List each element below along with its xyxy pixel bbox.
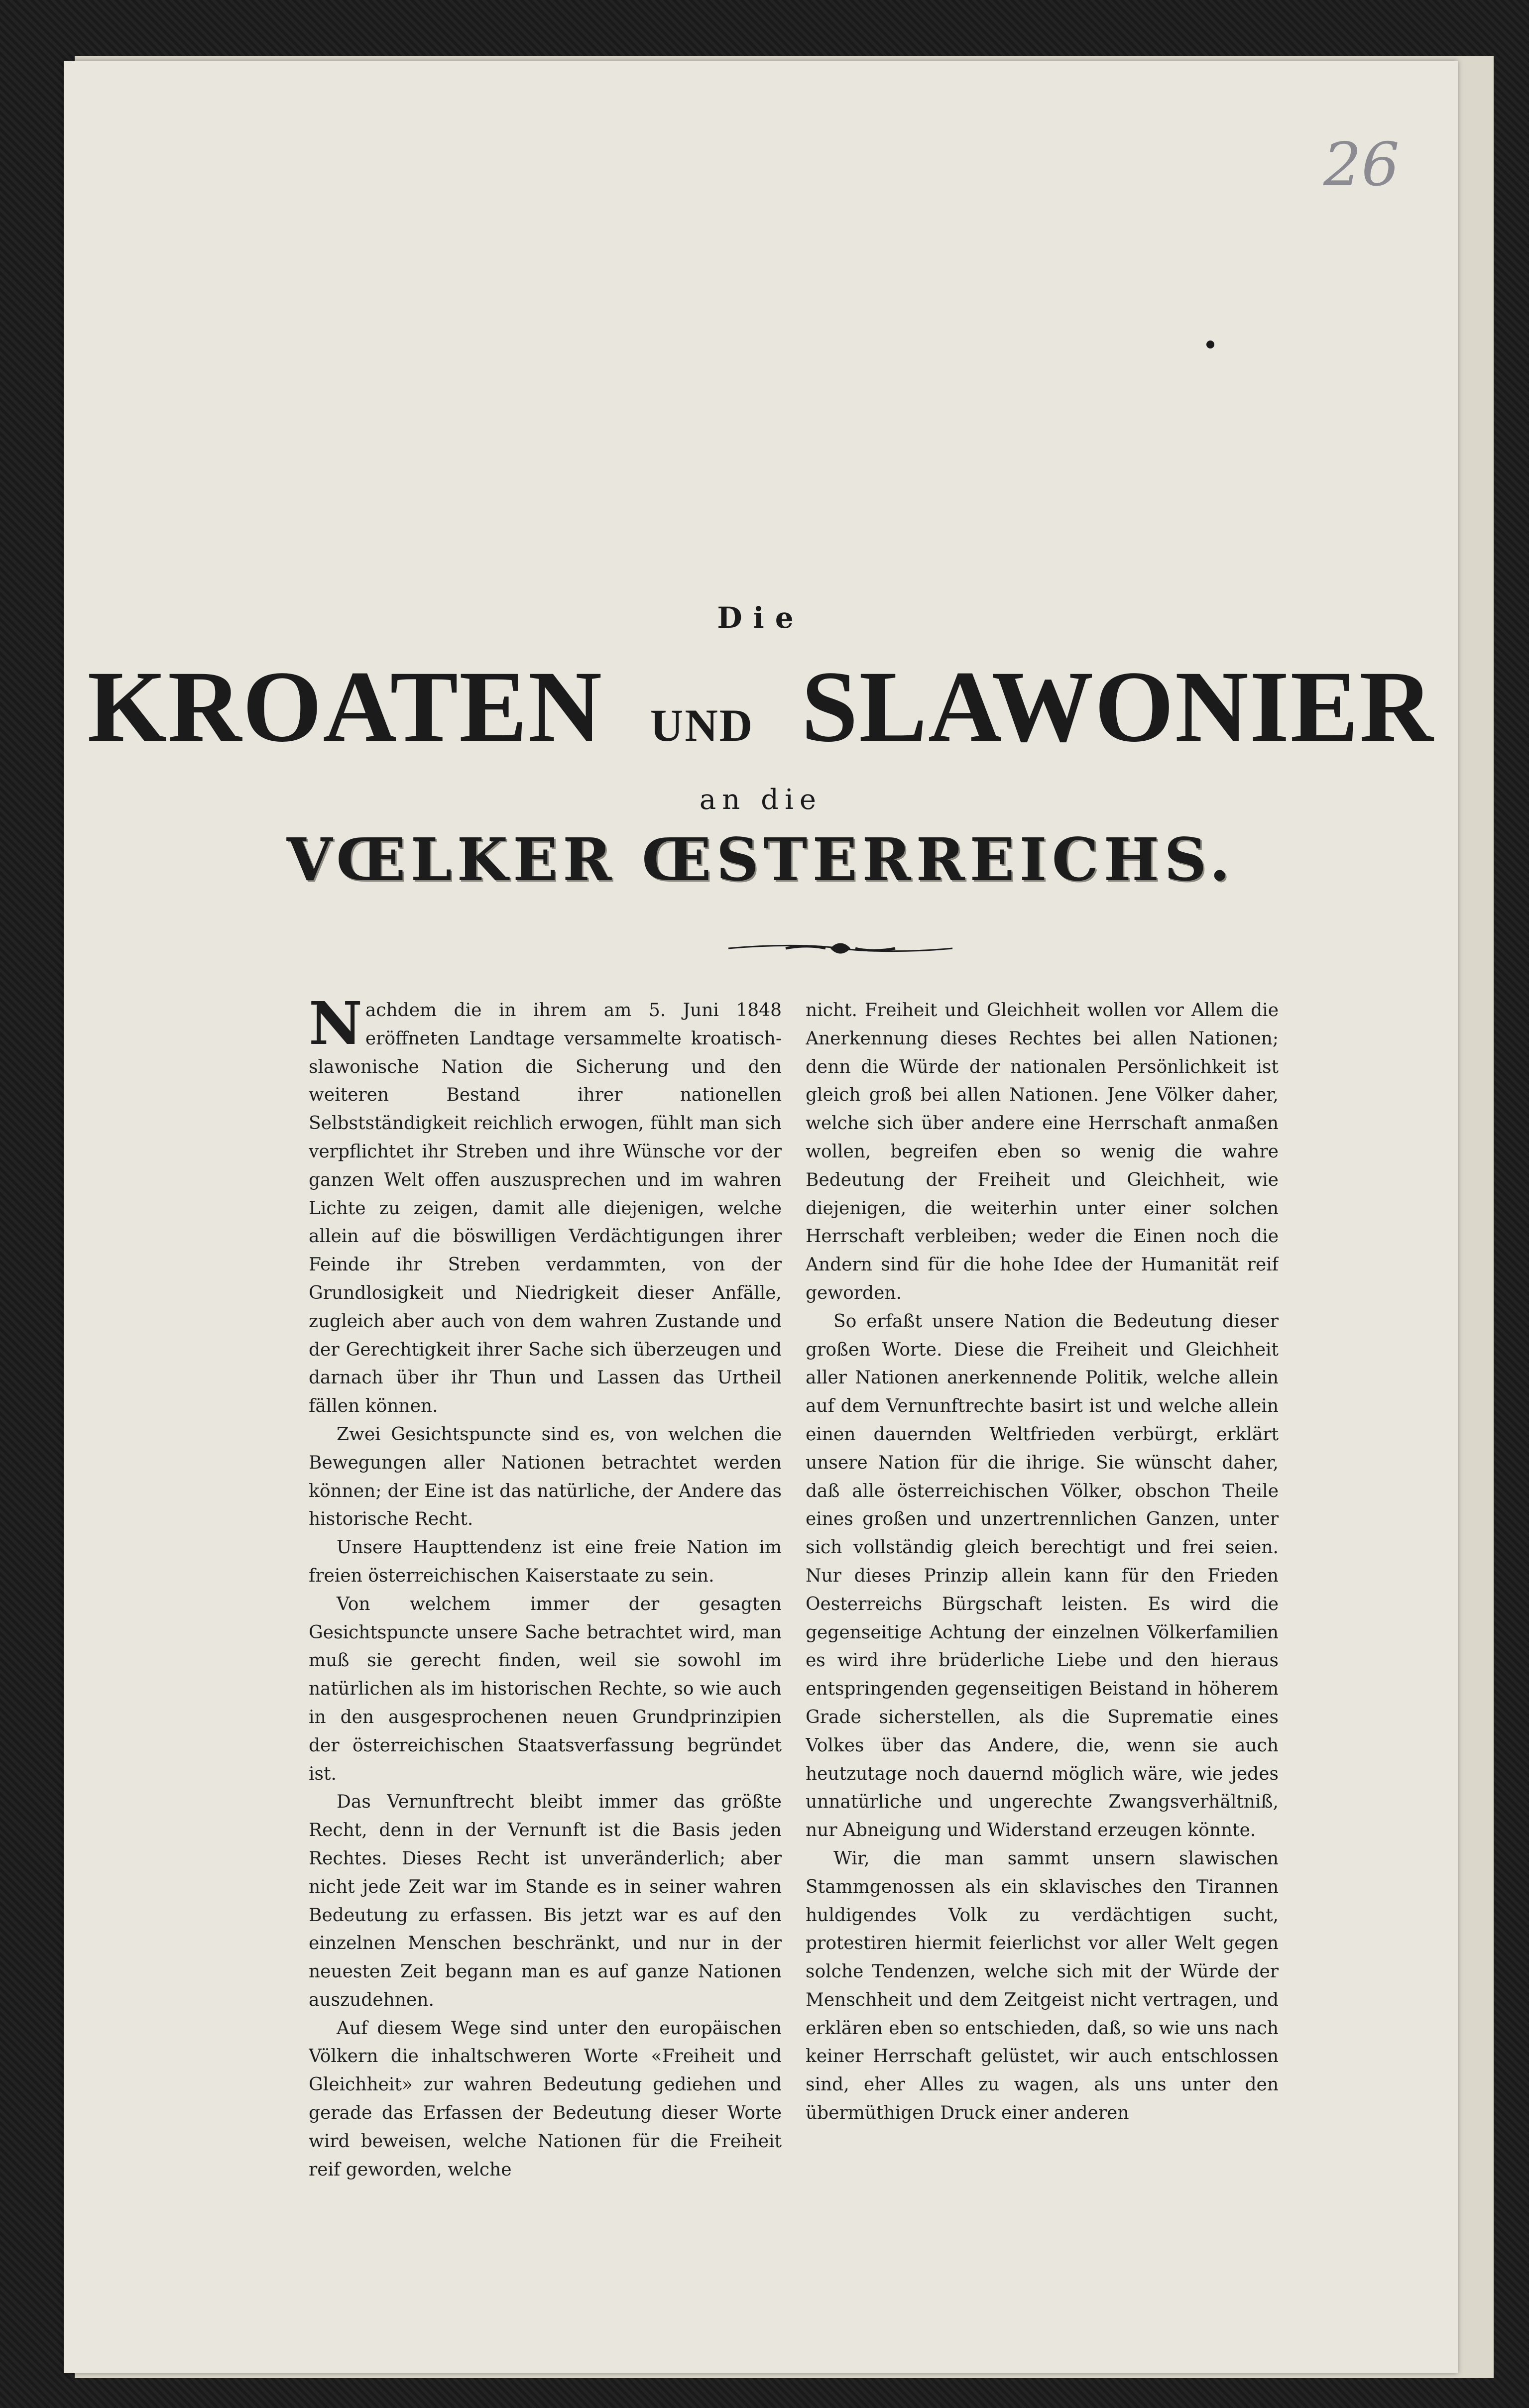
page-sheet (64, 61, 1458, 2373)
title-an-die: an die (699, 784, 823, 816)
title-voelker-oesterreichs: VŒLKER ŒSTERREICHS. (286, 825, 1235, 894)
paragraph: So erfaßt unsere Nation die Bedeutung dieser großen Worte. Diese die Freiheit und Gleichheit aller Nationen anerkennende Politik, welche allein auf dem Vernunftrechte basirt ist und welche allein einen dauernden Weltfrieden verbürgt, erklärt unsere Nation für die ihrige. Sie wünscht daher, daß alle österreichischen Völker, obschon Theile eines großen und unzertrennlichen Ganzen, unter sich vollständig gleich berechtigt und frei seien. Nur dieses Prinzip allein kann für den Frieden Oesterreichs Bürgschaft leisten. Es wird die gegenseitige Achtung der einzelnen Völkerfamilien es wird ihre brüderliche Liebe und den hieraus entspringenden gegenseitigen Beistand in höherem Grade sicherstellen, als die Suprematie eines Volkes über das Andere, die, wenn sie auch heutzutage noch dauernd möglich wäre, wie jedes unnatürliche und ungerechte Zwangsverhältniß, nur Abneigung und Widerstand erzeugen könnte. (806, 1311, 1279, 1841)
text-column-left (309, 997, 782, 2181)
title-und: UND (650, 700, 754, 751)
title-kroaten: KROATEN (87, 650, 603, 763)
paragraph: Unsere Haupttendenz ist eine freie Nation im freien österreichischen Kaiserstaate zu sein. (309, 1537, 782, 1586)
paragraph: nicht. Freiheit und Gleichheit wollen vor Allem die Anerkennung dieses Rechtes bei allen Nationen; denn die Würde der nationalen Persönlichkeit ist gleich groß bei allen Nationen. Jene Völker daher, welche sich über andere eine Herrschaft anmaßen wollen, begreifen eben so wenig die wahre Bedeutung der Freiheit und Gleichheit, wie diejenigen, die weiterhin unter einer solchen Herrschaft verbleiben; weder die Einen noch die Andern sind für die hohe Idee der Humanität reif geworden. (806, 1000, 1279, 1303)
pencil-page-number: 26 (1323, 130, 1400, 200)
paragraph-text: achdem die in ihrem am 5. Juni 1848 eröffneten Landtage versammelte kroatisch-slawonische Nation die Sicherung und den weiteren Bestand ihrer nationellen Selbstständigkeit reichlich erwogen, fühlt man sich verpflichtet ihr Streben und ihre Wünsche vor der ganzen Welt offen auszusprechen und im wahren Lichte zu zeigen, damit alle diejenigen, welche allein auf die böswilligen Verdächtigungen ihrer Feinde ihr Streben verdammten, von der Grundlosigkeit und Niedrigkeit dieser Anfälle, zugleich aber auch von dem wahren Zustande und der Gerechtigkeit ihrer Sache sich überzeugen und darnach über ihr Thun und Lassen das Urtheil fällen können. (309, 1000, 782, 1417)
text-column-right (806, 997, 1279, 2181)
paragraph: Von welchem immer der gesagten Gesichtspuncte unsere Sache betrachtet wird, man muß sie gerecht finden, weil sie sowohl im natürlichen als im historischen Rechte, so wie auch in den ausgesprochenen neuen Grundprinzipien der österreichischen Staatsverfassung begründet ist. (309, 1594, 782, 1784)
title-die: Die (717, 601, 805, 635)
drop-cap: N (309, 997, 362, 1058)
paragraph (309, 997, 782, 1421)
paragraph: Zwei Gesichtspuncte sind es, von welchen die Bewegungen aller Nationen betrachtet werden können; der Eine ist das natürliche, der Andere das historische Recht. (309, 1424, 782, 1530)
paragraph: Auf diesem Wege sind unter den europäischen Völkern die inhaltschweren Worte «Freiheit und Gleichheit» zur wahren Bedeutung gediehen und gerade das Erfassen der Bedeutung dieser Worte wird beweisen, welche Nationen für die Freiheit reif geworden, welche (309, 2018, 782, 2180)
paragraph: Wir, die man sammt unsern slawischen Stammgenossen als ein sklavisches den Tirannen huldigendes Volk zu verdächtigen sucht, protestiren hiermit feierlichst vor aller Welt gegen solche Tendenzen, welche sich mit der Würde der Menschheit und dem Zeitgeist nicht vertragen, und erklären eben so entschieden, daß, so wie uns nach keiner Herrschaft gelüstet, wir auch entschlossen sind, eher Alles zu wagen, als uns unter den übermüthigen Druck einer anderen (806, 1848, 1279, 2124)
ink-dot (1206, 341, 1214, 348)
title-slawonier: SLAWONIER (801, 650, 1434, 763)
paragraph: Das Vernunftrecht bleibt immer das größte Recht, denn in der Vernunft ist die Basis jeden Rechtes. Dieses Recht ist unveränderlich; aber nicht jede Zeit war im Stande es in seiner wahren Bedeutung zu erfassen. Bis jetzt war es auf den einzelnen Menschen beschränkt, und nur in der neuesten Zeit begann man es auf ganze Nationen auszudehnen. (309, 1792, 782, 2010)
ornament-divider (726, 937, 955, 960)
title-main (64, 648, 1458, 766)
